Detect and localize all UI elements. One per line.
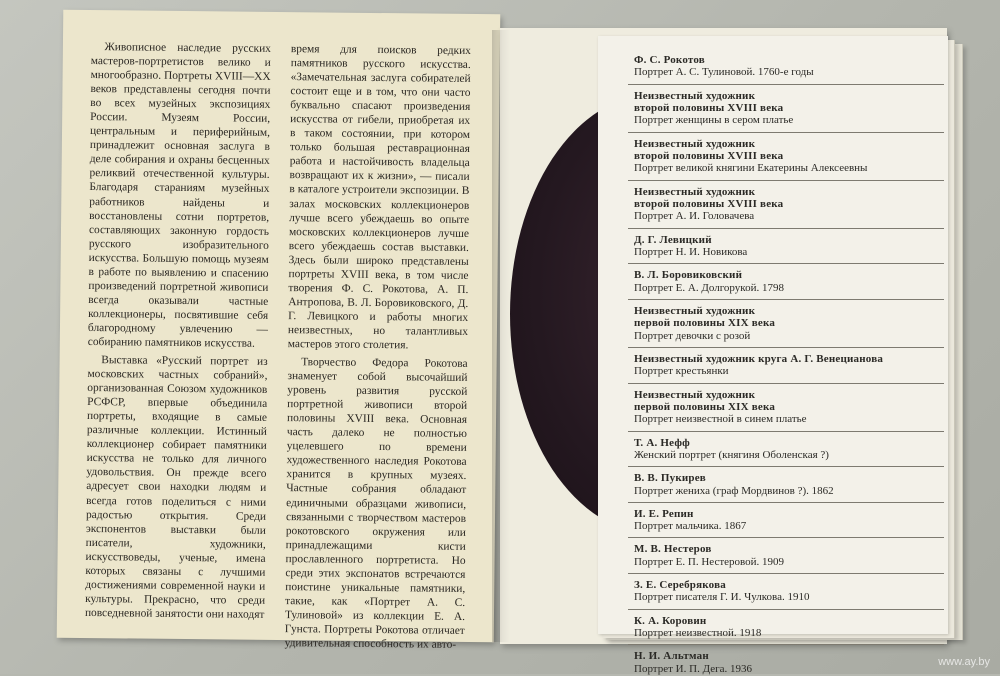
text-column-2 [285, 42, 471, 652]
contents-entry [634, 54, 939, 80]
contents-entry [634, 543, 939, 569]
separator-line [628, 347, 944, 348]
paragraph: Выставка «Русский портрет из московских частных собраний», организованная Союзом художников РСФСР, впервые объединила портреты, входящие в самые различные коллекции. Истинный коллекционер собирает памятники искусства не только для личного удовольствия. Он прежде всего адресует свои находки людям и всегда готов поделиться с ними радостью открытия. Среди экспонентов выставки были писатели, художники, искусствоведы, ученые, имена которых связаны с лучшими достижениями современной науки и культуры. Прекрасно, что среди повседневной занятости они находят [84, 354, 268, 621]
separator-line [628, 383, 944, 384]
artist-name: Н. И. Альтман [634, 650, 709, 663]
contents-entry [634, 234, 939, 260]
contents-entry [634, 90, 939, 128]
separator-line [628, 502, 944, 503]
work-title: Портрет крестьянки [634, 365, 729, 378]
work-title: Портрет жениха (граф Мордвинов ?). 1862 [634, 484, 834, 497]
contents-entry [634, 186, 939, 224]
contents-entry [634, 579, 939, 605]
separator-line [628, 431, 944, 432]
work-title: Портрет неизвестной в синем платье [634, 413, 807, 426]
artist-name: Неизвестный художник второй половины XVIII века [634, 137, 784, 163]
artist-name: Неизвестный художник второй половины XVIII века [634, 89, 784, 115]
contents-entry [634, 269, 939, 295]
artist-name: З. Е. Серебрякова [634, 578, 726, 591]
work-title: Портрет И. П. Дега. 1936 [634, 662, 752, 675]
book-spine [492, 30, 510, 642]
separator-line [628, 228, 944, 229]
watermark: www.ay.by [938, 656, 990, 668]
work-title: Портрет Е. П. Нестеровой. 1909 [634, 555, 785, 568]
contents-list [634, 54, 939, 676]
artist-name: Неизвестный художник первой половины XIX века [634, 388, 776, 413]
separator-line [628, 299, 944, 300]
left-page [57, 10, 501, 651]
text-column-1 [85, 40, 271, 622]
contents-entry [634, 138, 939, 176]
separator-line [628, 180, 944, 181]
contents-entry [634, 472, 939, 498]
separator-line [628, 466, 944, 467]
contents-entry [634, 389, 939, 427]
artist-name: Д. Г. Левицкий [634, 233, 712, 246]
separator-line [628, 84, 944, 85]
artist-name: Т. А. Нефф [634, 436, 690, 449]
separator-line [628, 132, 944, 133]
contents-card [598, 36, 948, 675]
separator-line [628, 644, 944, 645]
artist-name: Неизвестный художник круга А. Г. Венецианова [634, 352, 884, 365]
paragraph: Живописное наследие русских мастеров-портретистов велико и многообразно. Портреты XVIII—XX веков представлены сегодня почти во всех музейных экспозициях России. Музеям России, центральным и периферийным, принадлежит основная заслуга в деле собирания и охраны бесценных реликвий отечественной культуры. Благодаря стараниям музейных работников найдены и восстановлены сотни портретов, составляющих законную гордость русского изобразительного искусства. Большую помощь музеям в работе по выявлению и спасению произведений портретной живописи всегда оказывали частные коллекционеры, посвятившие себя благородному увлечению — собиранию памятников искусства. [87, 41, 271, 350]
work-title: Портрет неизвестной. 1918 [634, 626, 762, 639]
contents-entry [634, 508, 939, 534]
contents-entry [634, 437, 939, 463]
paragraph: время для поисков редких памятников русского искусства. «Замечательная заслуга собирателей состоит еще и в том, что они часто буквально спасают произведения искусства от гибели, приобретая их в таком состоянии, при котором только большая реставрационная работа и настойчивость владельца возвращают их к жизни», — писали в каталоге устроители экспозиции. В залах московских коллекционеров лучше всего убеждаешь во опыте московских коллекционеров лучше всего убеждаешь состав выставки. Здесь были широко представлены портреты XVIII века, в том числе творения Ф. С. Рокотова, А. П. Антропова, В. Л. Боровиковского, Д. Г. Левицкого и работы многих неизвестных, но талантливых мастеров этого столетия. [287, 43, 471, 352]
artist-name: В. Л. Боровиковский [634, 269, 743, 282]
work-title: Портрет А. И. Головачева [634, 210, 755, 223]
work-title: Женский портрет (княгиня Оболенская ?) [634, 448, 829, 461]
artist-name: Неизвестный художник первой половины XIX века [634, 304, 776, 330]
contents-entry [634, 615, 939, 641]
separator-line [628, 263, 944, 264]
work-title: Портрет женщины в сером платье [634, 114, 794, 127]
separator-line [628, 609, 944, 610]
artist-name: В. В. Пукирев [634, 472, 706, 485]
artist-name: И. Е. Репин [634, 507, 694, 520]
artist-name: М. В. Нестеров [634, 543, 712, 556]
contents-entry [634, 650, 939, 676]
work-title: Портрет великой княгини Екатерины Алексеевны [634, 162, 868, 175]
work-title: Портрет девочки с розой [634, 329, 751, 342]
paragraph: Творчество Федора Рокотова знаменует собой высочайший уровень развития русской портретной живописи второй половины XVIII века. Основная часть далеко не полностью уцелевшего по времени художественного наследия Рокотова хранится в крупных музеях. Частные собрания обладают единичными образцами живописи, связанными с творчеством мастеров рокотовского окружения или принадлежащими кисти прославленного портретиста. Но среди этих экспонатов встречаются поистине уникальные памятники, такие, как «Портрет А. С. Тулиновой» из коллекции Е. А. Гунста. Портреты Рокотова отличает удивительная способность их авто- [284, 356, 468, 651]
separator-line [628, 537, 944, 538]
work-title: Портрет А. С. Тулиновой. 1760-е годы [634, 66, 814, 79]
work-title: Портрет Н. И. Новикова [634, 246, 748, 259]
artist-name: Ф. С. Рокотов [634, 54, 705, 66]
contents-entry [634, 353, 939, 379]
contents-entry [634, 305, 939, 343]
work-title: Портрет мальчика. 1867 [634, 520, 747, 533]
artist-name: Неизвестный художник второй половины XVIII века [634, 185, 784, 211]
work-title: Портрет Е. А. Долгорукой. 1798 [634, 281, 784, 294]
artist-name: К. А. Коровин [634, 614, 707, 627]
work-title: Портрет писателя Г. И. Чулкова. 1910 [634, 591, 810, 604]
separator-line [628, 573, 944, 574]
